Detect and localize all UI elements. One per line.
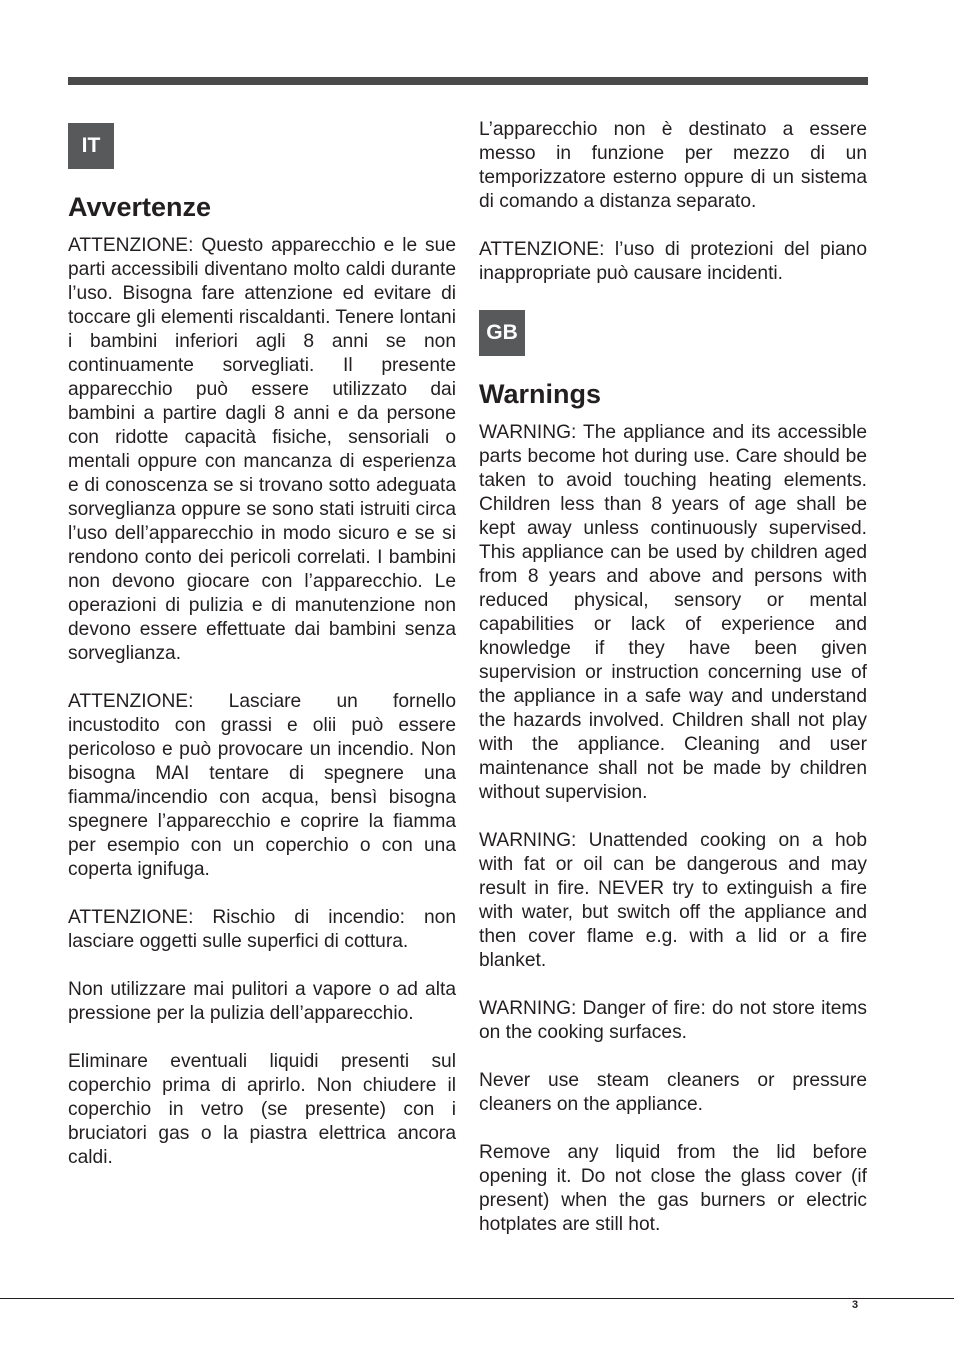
gb-paragraph-4: Never use steam cleaners or pressure cleaners on the appliance. [479, 1070, 867, 1115]
gb-paragraph-5: Remove any liquid from the lid before opening it. Do not close the glass cover (if present) when the gas burners or electric hotplates are still hot. [479, 1142, 867, 1235]
bottom-rule [0, 1298, 954, 1299]
page-number: 3 [852, 1299, 859, 1311]
it-paragraph-3: ATTENZIONE: Rischio di incendio: non lasciare oggetti sulle superfici di cottura. [68, 907, 456, 952]
right-column [479, 118, 867, 1261]
language-badge-it: IT [68, 123, 114, 169]
gb-paragraph-2: WARNING: Unattended cooking on a hob with fat or oil can be dangerous and may result in fire. NEVER try to extinguish a fire with water, but switch off the appliance and then cover flame e.g. with a lid or a fire blanket. [479, 830, 867, 971]
it-paragraph-7: ATTENZIONE: l’uso di protezioni del piano inappropriate può causare incidenti. [479, 239, 867, 284]
section-title-avvertenze: Avvertenze [68, 192, 212, 222]
it-paragraph-4: Non utilizzare mai pulitori a vapore o ad alta pressione per la pulizia dell’apparecchio. [68, 979, 456, 1024]
top-rule [68, 77, 868, 85]
left-column [68, 118, 456, 1194]
section-title-warnings: Warnings [479, 379, 602, 409]
language-badge-gb: GB [479, 310, 525, 356]
gb-paragraph-3: WARNING: Danger of fire: do not store items on the cooking surfaces. [479, 998, 867, 1043]
it-paragraph-5: Eliminare eventuali liquidi presenti sul coperchio prima di aprirlo. Non chiudere il coperchio in vetro (se presente) con i bruciatori gas o la piastra elettrica ancora caldi. [68, 1051, 456, 1168]
it-paragraph-1: ATTENZIONE: Questo apparecchio e le sue parti accessibili diventano molto caldi durante l’uso. Bisogna fare attenzione ed evitare di toccare gli elementi riscaldanti. Tenere lontani i bambini inferiori agli 8 anni se non continuamente sorvegliati. Il presente apparecchio può essere utilizzato dai bambini a partire dagli 8 anni e da persone con ridotte capacità fisiche, sensoriali o mentali oppure con mancanza di esperienza e di conoscenza se si trovano sotto adeguata sorveglianza oppure se sono stati istruiti circa l’uso dell’apparecchio in modo sicuro e se si rendono conto dei pericoli correlati. I bambini non devono giocare con l’apparecchio. Le operazioni di pulizia e di manutenzione non devono essere effettuate dai bambini senza sorveglianza. [68, 235, 456, 664]
gb-paragraph-1: WARNING: The appliance and its accessible parts become hot during use. Care should be taken to avoid touching heating elements. Children less than 8 years of age shall be kept away unless continuously supervised. This appliance can be used by children aged from 8 years and above and persons with reduced physical, sensory or mental capabilities or lack of experience and knowledge if they have been given supervision or instruction concerning use of the appliance in a safe way and understand the hazards involved. Children shall not play with the appliance. Cleaning and user maintenance shall not be made by children without supervision. [479, 422, 867, 803]
it-paragraph-2: ATTENZIONE: Lasciare un fornello incustodito con grassi e olii può essere pericoloso e può provocare un incendio. Non bisogna MAI tentare di spegnere una fiamma/incendio con acqua, bensì bisogna spegnere l’apparecchio e coprire la fiamma per esempio con un coperchio o con una coperta ignifuga. [68, 691, 456, 880]
it-paragraph-6: L’apparecchio non è destinato a essere messo in funzione per mezzo di un temporizzatore esterno oppure di un sistema di comando a distanza separato. [479, 119, 867, 212]
